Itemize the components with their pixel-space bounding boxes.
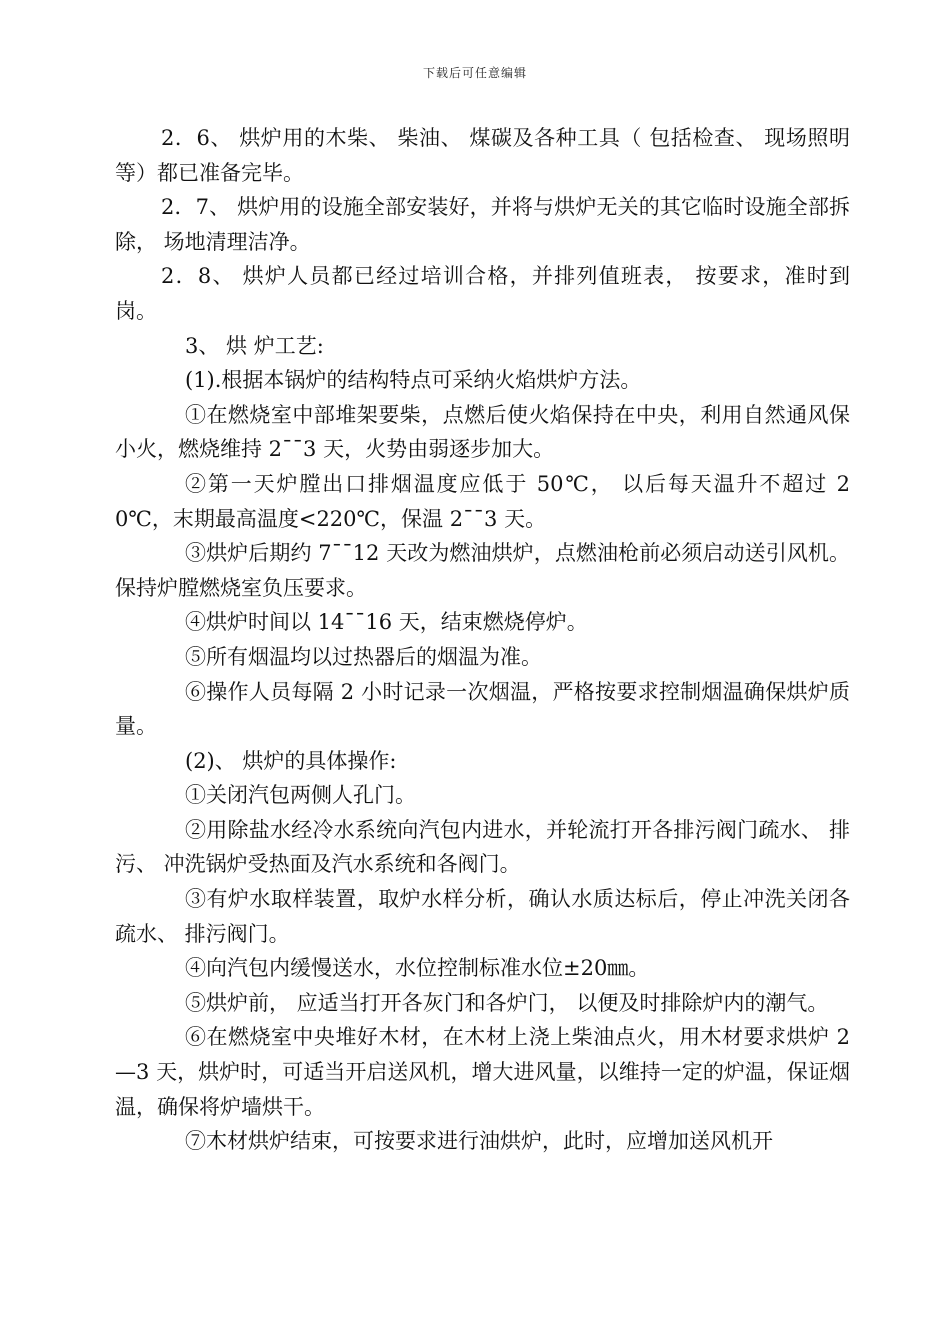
document-body	[115, 121, 850, 1159]
paragraph-2-8: 2．8、 烘炉人员都已经过培训合格，并排列值班表， 按要求，准时到岗。	[115, 264, 850, 323]
paragraph-2-7: 2．7、 烘炉用的设施全部安装好，并将与烘炉无关的其它临时设施全部拆除， 场地清理洁净。	[115, 195, 850, 254]
list-item-1-6: ⑥操作人员每隔 2 小时记录一次烟温，严格按要求控制烟温确保烘炉质量。	[115, 679, 850, 739]
subsection-1-intro: (1).根据本锅炉的结构特点可采纳火焰烘炉方法。	[185, 368, 642, 393]
list-item-2-1: ①关闭汽包两侧人孔门。	[185, 783, 416, 808]
list-item-2-4: ④向汽包内缓慢送水，水位控制标准水位±20㎜。	[185, 956, 650, 981]
list-item-2-5: ⑤烘炉前， 应适当打开各灰门和各炉门， 以便及时排除炉内的潮气。	[185, 990, 829, 1015]
list-item-2-2: ②用除盐水经冷水系统向汽包内进水，并轮流打开各排污阀门疏水、 排污、 冲洗锅炉受热面及汽水系统和各阀门。	[115, 817, 850, 877]
list-item-2-6: ⑥在燃烧室中央堆好木材，在木材上浇上柴油点火，用木材要求烘炉 2—3 天，烘炉时，可适当开启送风机，增大进风量，以维持一定的炉温，保证烟温，确保将炉墙烘干。	[115, 1025, 850, 1119]
list-item-2-3: ③有炉水取样装置，取炉水样分析，确认水质达标后，停止冲洗关闭各疏水、 排污阀门。	[115, 887, 850, 946]
list-item-1-5: ⑤所有烟温均以过热器后的烟温为准。	[185, 644, 542, 669]
list-item-1-2: ②第一天炉膛出口排烟温度应低于 50℃， 以后每天温升不超过 20℃，末期最高温度<220℃，保温 2¯¯3 天。	[115, 471, 850, 531]
paragraph-2-6: 2．6、 烘炉用的木柴、 柴油、 煤碳及各种工具（ 包括检查、 现场照明等）都已准备完毕。	[115, 126, 850, 185]
list-item-1-4: ④烘炉时间以 14¯¯16 天，结束燃烧停炉。	[185, 610, 588, 635]
section-heading-3: 3、 烘 炉工艺:	[185, 333, 324, 358]
list-item-1-1: ①在燃烧室中部堆架要柴，点燃后使火焰保持在中央，利用自然通风保小火，燃烧维持 2¯¯3 天，火势由弱逐步加大。	[115, 402, 850, 462]
subsection-2-heading: (2)、 烘炉的具体操作:	[185, 748, 397, 773]
list-item-2-7: ⑦木材烘炉结束，可按要求进行油烘炉，此时，应增加送风机开	[185, 1129, 773, 1154]
page-header-note: 下载后可任意编辑	[422, 66, 527, 80]
list-item-1-3: ③烘炉后期约 7¯¯12 天改为燃油烘炉，点燃油枪前必须启动送引风机。保持炉膛燃烧室负压要求。	[115, 541, 850, 600]
